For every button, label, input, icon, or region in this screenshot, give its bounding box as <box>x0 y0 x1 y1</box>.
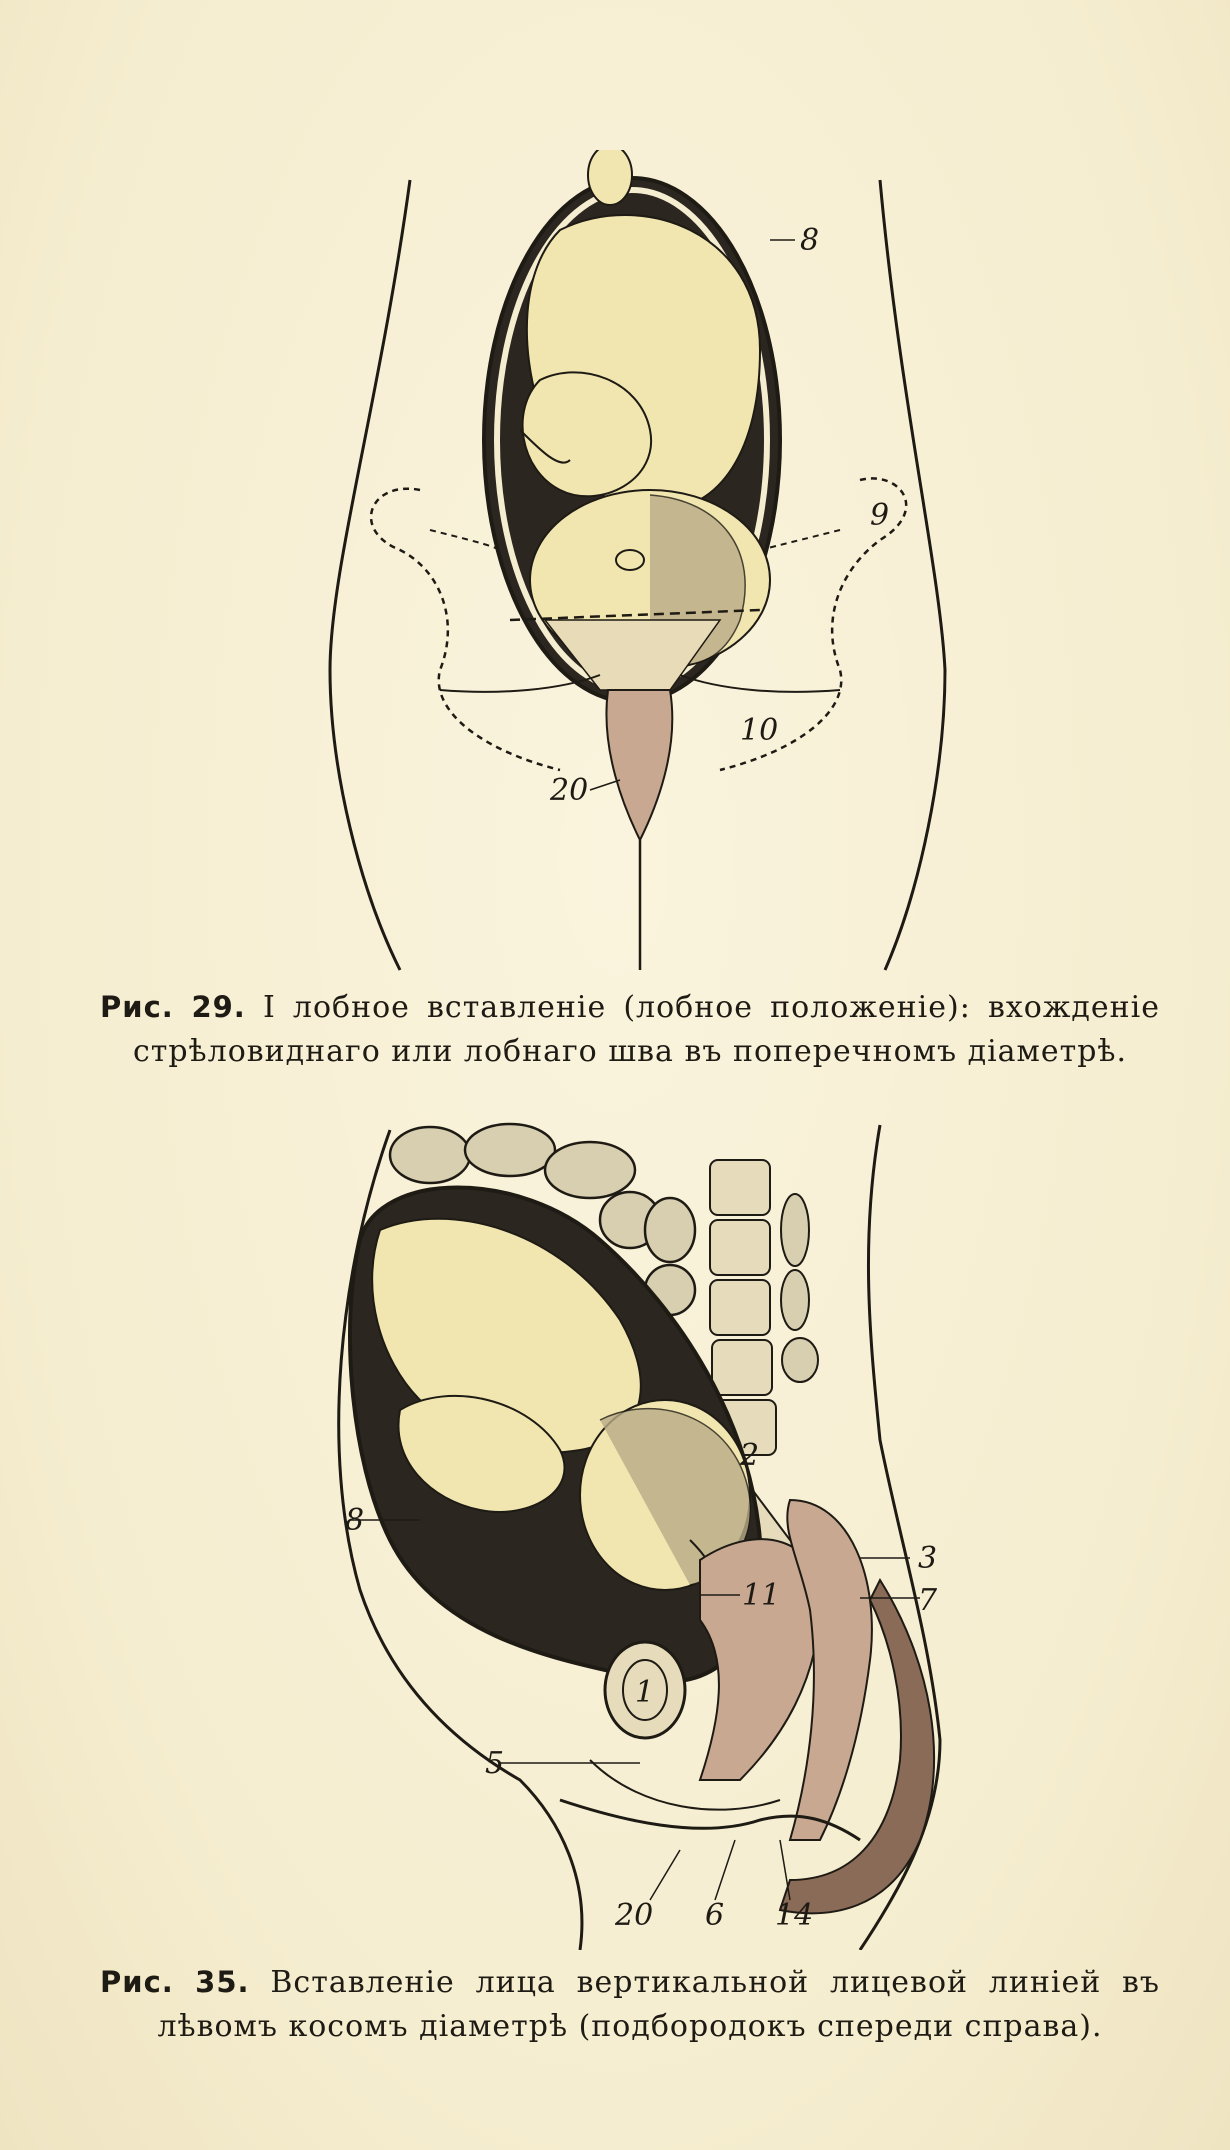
figure-29 <box>0 150 1230 980</box>
figure-29-callout-8: 8 <box>800 223 820 258</box>
figure-35-caption <box>100 1960 1160 2049</box>
figure-35 <box>0 1120 1230 1950</box>
figure-35-callout-1: 1 <box>635 1675 655 1710</box>
figure-35-illustration <box>0 1120 1230 1950</box>
figure-29-caption <box>100 985 1160 1074</box>
figure-29-callout-9: 9 <box>870 498 890 533</box>
figure-29-caption-label: Рис. 29. <box>100 990 246 1024</box>
figure-29-callout-20: 20 <box>550 773 589 808</box>
figure-35-caption-label: Рис. 35. <box>100 1965 250 1999</box>
figure-35-callout-6: 6 <box>705 1898 725 1933</box>
figure-35-callout-5: 5 <box>485 1746 505 1781</box>
figure-35-callout-20: 20 <box>615 1898 654 1933</box>
figure-29-caption-text: I лобное вставленіе (лобное положеніе): вхожденіе стрѣловиднаго или лобнаго шва въ поперечномъ діаметрѣ. <box>132 990 1160 1069</box>
figure-35-callout-3: 3 <box>918 1541 938 1576</box>
figure-35-callout-2: 2 <box>740 1438 760 1473</box>
figure-29-illustration <box>0 150 1230 980</box>
figure-35-callout-11: 11 <box>742 1578 781 1613</box>
figure-35-callout-14: 14 <box>775 1898 814 1933</box>
figure-35-caption-text: Вставленіе лица вертикальной лицевой линіей въ лѣвомъ косомъ діаметрѣ (подбородокъ спереди справа). <box>157 1965 1160 2044</box>
figure-35-callout-8: 8 <box>345 1503 365 1538</box>
figure-35-callout-7: 7 <box>918 1583 938 1618</box>
figure-29-callout-10: 10 <box>740 713 779 748</box>
